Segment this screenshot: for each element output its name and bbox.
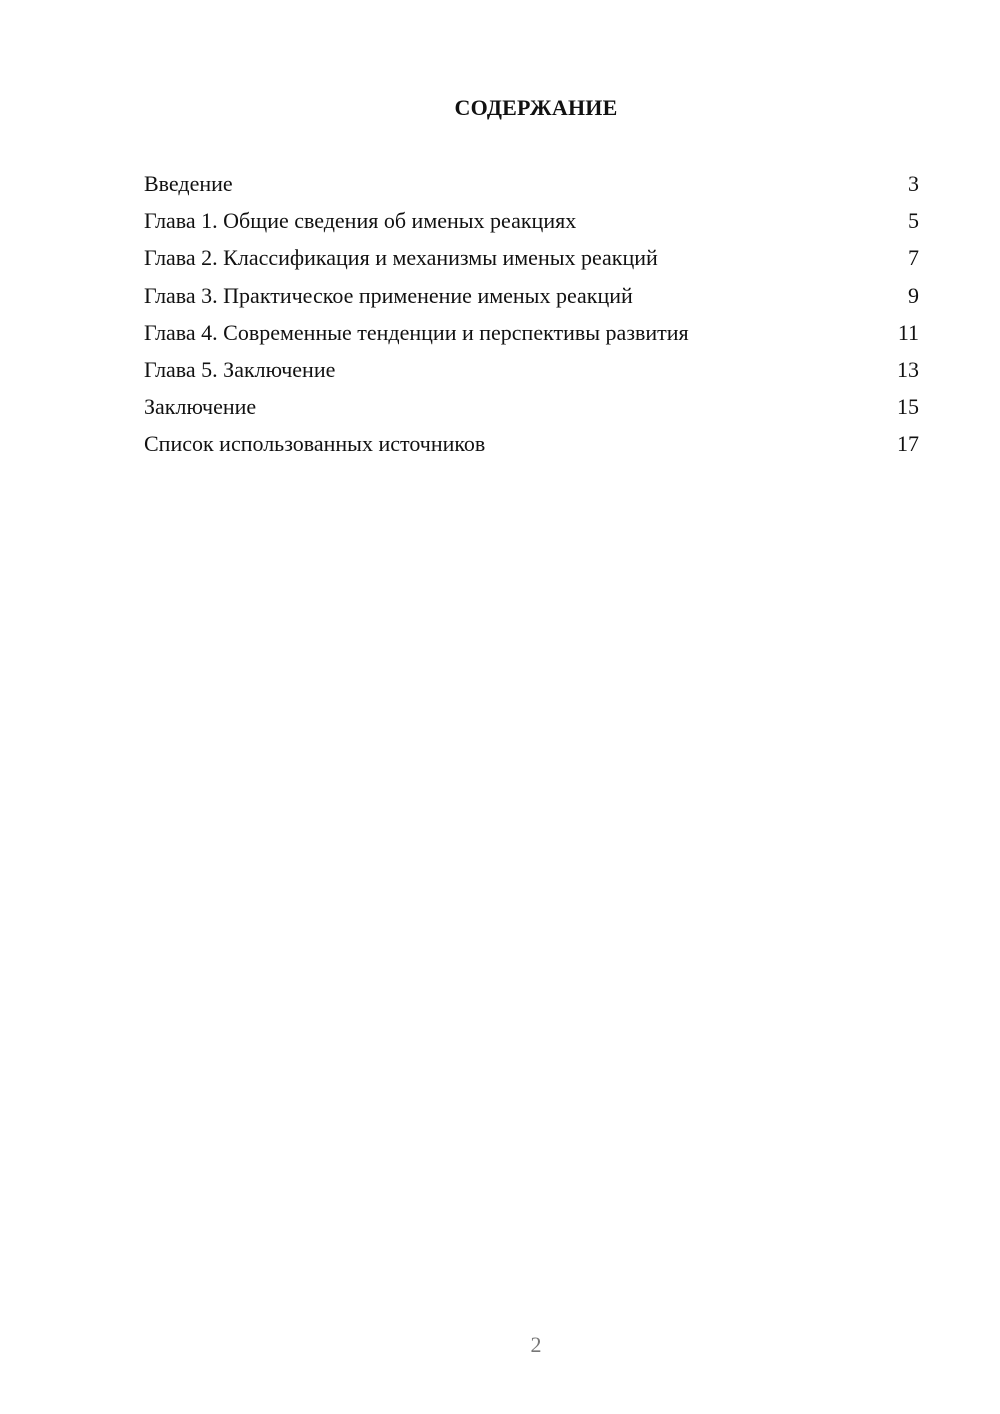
toc-entry-page: 9 [908, 282, 919, 308]
page-number: 2 [530, 1332, 542, 1357]
toc-entry-chapter-4[interactable] [144, 317, 919, 354]
toc-entry-page: 7 [908, 245, 919, 271]
toc-entry-title: Список использованных источников [144, 431, 486, 457]
page-title: СОДЕРЖАНИЕ [454, 95, 618, 120]
toc-entry-page: 17 [897, 431, 919, 457]
toc-entry-chapter-5[interactable] [144, 354, 919, 391]
toc-entry-title: Введение [144, 171, 233, 196]
toc-entry-chapter-2[interactable] [144, 242, 919, 279]
toc-entry-introduction[interactable] [144, 168, 919, 205]
toc-entry-conclusion[interactable] [144, 391, 919, 428]
toc-entry-title: Глава 1. Общие сведения об именых реакциях [144, 208, 577, 234]
toc-entry-title: Глава 4. Современные тенденции и перспективы развития [144, 319, 689, 345]
toc-entry-title: Глава 2. Классификация и механизмы именых реакций [144, 245, 658, 271]
toc-entry-references[interactable] [144, 428, 919, 465]
toc-entry-title: Глава 3. Практическое применение именых реакций [144, 282, 633, 308]
toc-entry-chapter-3[interactable] [144, 280, 919, 317]
toc-entry-page: 3 [908, 171, 919, 196]
toc-entry-title: Глава 5. Заключение [144, 356, 336, 382]
table-of-contents [144, 168, 919, 466]
toc-entry-page: 5 [908, 208, 919, 234]
toc-entry-page: 15 [897, 394, 919, 420]
toc-entry-page: 11 [897, 319, 919, 345]
toc-entry-page: 13 [897, 356, 919, 382]
toc-entry-title: Заключение [144, 394, 257, 420]
toc-entry-chapter-1[interactable] [144, 205, 919, 242]
